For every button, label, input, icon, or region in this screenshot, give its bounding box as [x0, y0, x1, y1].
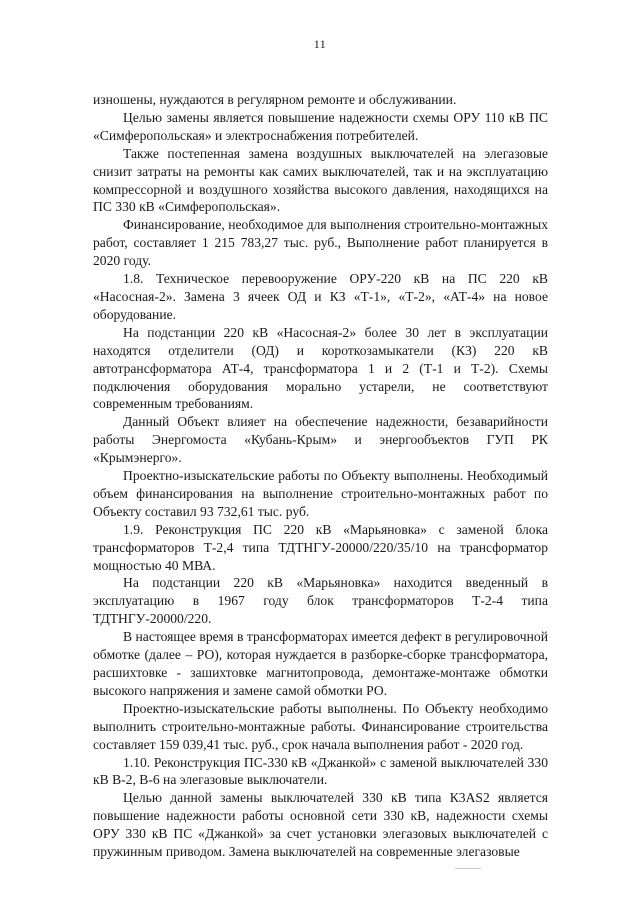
paragraph: 1.10. Реконструкция ПС-330 кВ «Джанкой» с заменой выключателей 330 кВ В-2, В-6 на элегазовые выключатели. — [93, 754, 548, 788]
body-text — [93, 91, 548, 861]
paragraph: Проектно-изыскательские работы выполнены. По Объекту необходимо выполнить строительно-монтажные работы. Финансирование строительства составляет 159 039,41 тыс. руб., срок начала выполнения работ - 2020 год. — [93, 700, 548, 752]
paragraph: На подстанции 220 кВ «Насосная-2» более 30 лет в эксплуатации находятся отделители (ОД) и короткозамыкатели (КЗ) 220 кВ автотрансформатора АТ-4, трансформатора 1 и 2 (Т-1 и Т-2). Схемы подключения оборудования морально устарели, не соответствуют современным требованиям. — [93, 324, 548, 412]
paragraph: Целью данной замены выключателей 330 кВ типа К3АS2 является повышение надежности работы основной сети 330 кВ, надежности схемы ОРУ 330 кВ ПС «Джанкой» за счет установки элегазовых выключателей с пружинным приводом. Замена выключателей на современные элегазовые — [93, 790, 548, 860]
paragraph: Целью замены является повышение надежности схемы ОРУ 110 кВ ПС «Симферопольская» и электроснабжения потребителей. — [93, 109, 548, 143]
paragraph: Проектно-изыскательские работы по Объекту выполнены. Необходимый объем финансирования на выполнение строительно-монтажных работ по Объекту составил 93 732,61 тыс. руб. — [93, 468, 548, 519]
paragraph: Также постепенная замена воздушных выключателей на элегазовые снизит затраты на ремонты как самих выключателей, так и на эксплуатацию компрессорной и воздушного хозяйства высокого давления, находящихся на ПС 330 кВ «Симферопольская». — [93, 145, 548, 215]
paragraph: В настоящее время в трансформаторах имеется дефект в регулировочной обмотке (далее – РО), которая нуждается в разборке-сборке трансформатора, расшихтовке - зашихтовке магнитопровода, демонтаже-монтаже обмотки высокого напряжения и замене самой обмотки РО. — [93, 629, 548, 698]
page-number: 11 — [313, 37, 327, 51]
paragraph: 1.9. Реконструкция ПС 220 кВ «Марьяновка» с заменой блока трансформаторов Т-2,4 типа ТДТНГУ-20000/220/35/10 на трансформатор мощностью 40 МВА. — [93, 521, 548, 573]
paragraph: изношены, нуждаются в регулярном ремонте и обслуживании. — [93, 92, 457, 107]
paragraph: Финансирование, необходимое для выполнения строительно-монтажных работ, составляет 1 215 783,27 тыс. руб., Выполнение работ планируется в 2020 году. — [93, 217, 548, 269]
paragraph: На подстанции 220 кВ «Марьяновка» находится введенный в эксплуатацию в 1967 году блок трансформаторов Т-2-4 типа ТДТНГУ-20000/220. — [93, 575, 548, 627]
paragraph: Данный Объект влияет на обеспечение надежности, безаварийности работы Энергомоста «Кубань-Крым» и энергообъектов ГУП РК «Крымэнерго». — [93, 414, 548, 466]
paragraph: 1.8. Техническое перевооружение ОРУ-220 кВ на ПС 220 кВ «Насосная-2». Замена 3 ячеек ОД и КЗ «Т-1», «Т-2», «АТ-4» на новое оборудование. — [93, 271, 548, 322]
scan-artifact — [455, 868, 481, 869]
